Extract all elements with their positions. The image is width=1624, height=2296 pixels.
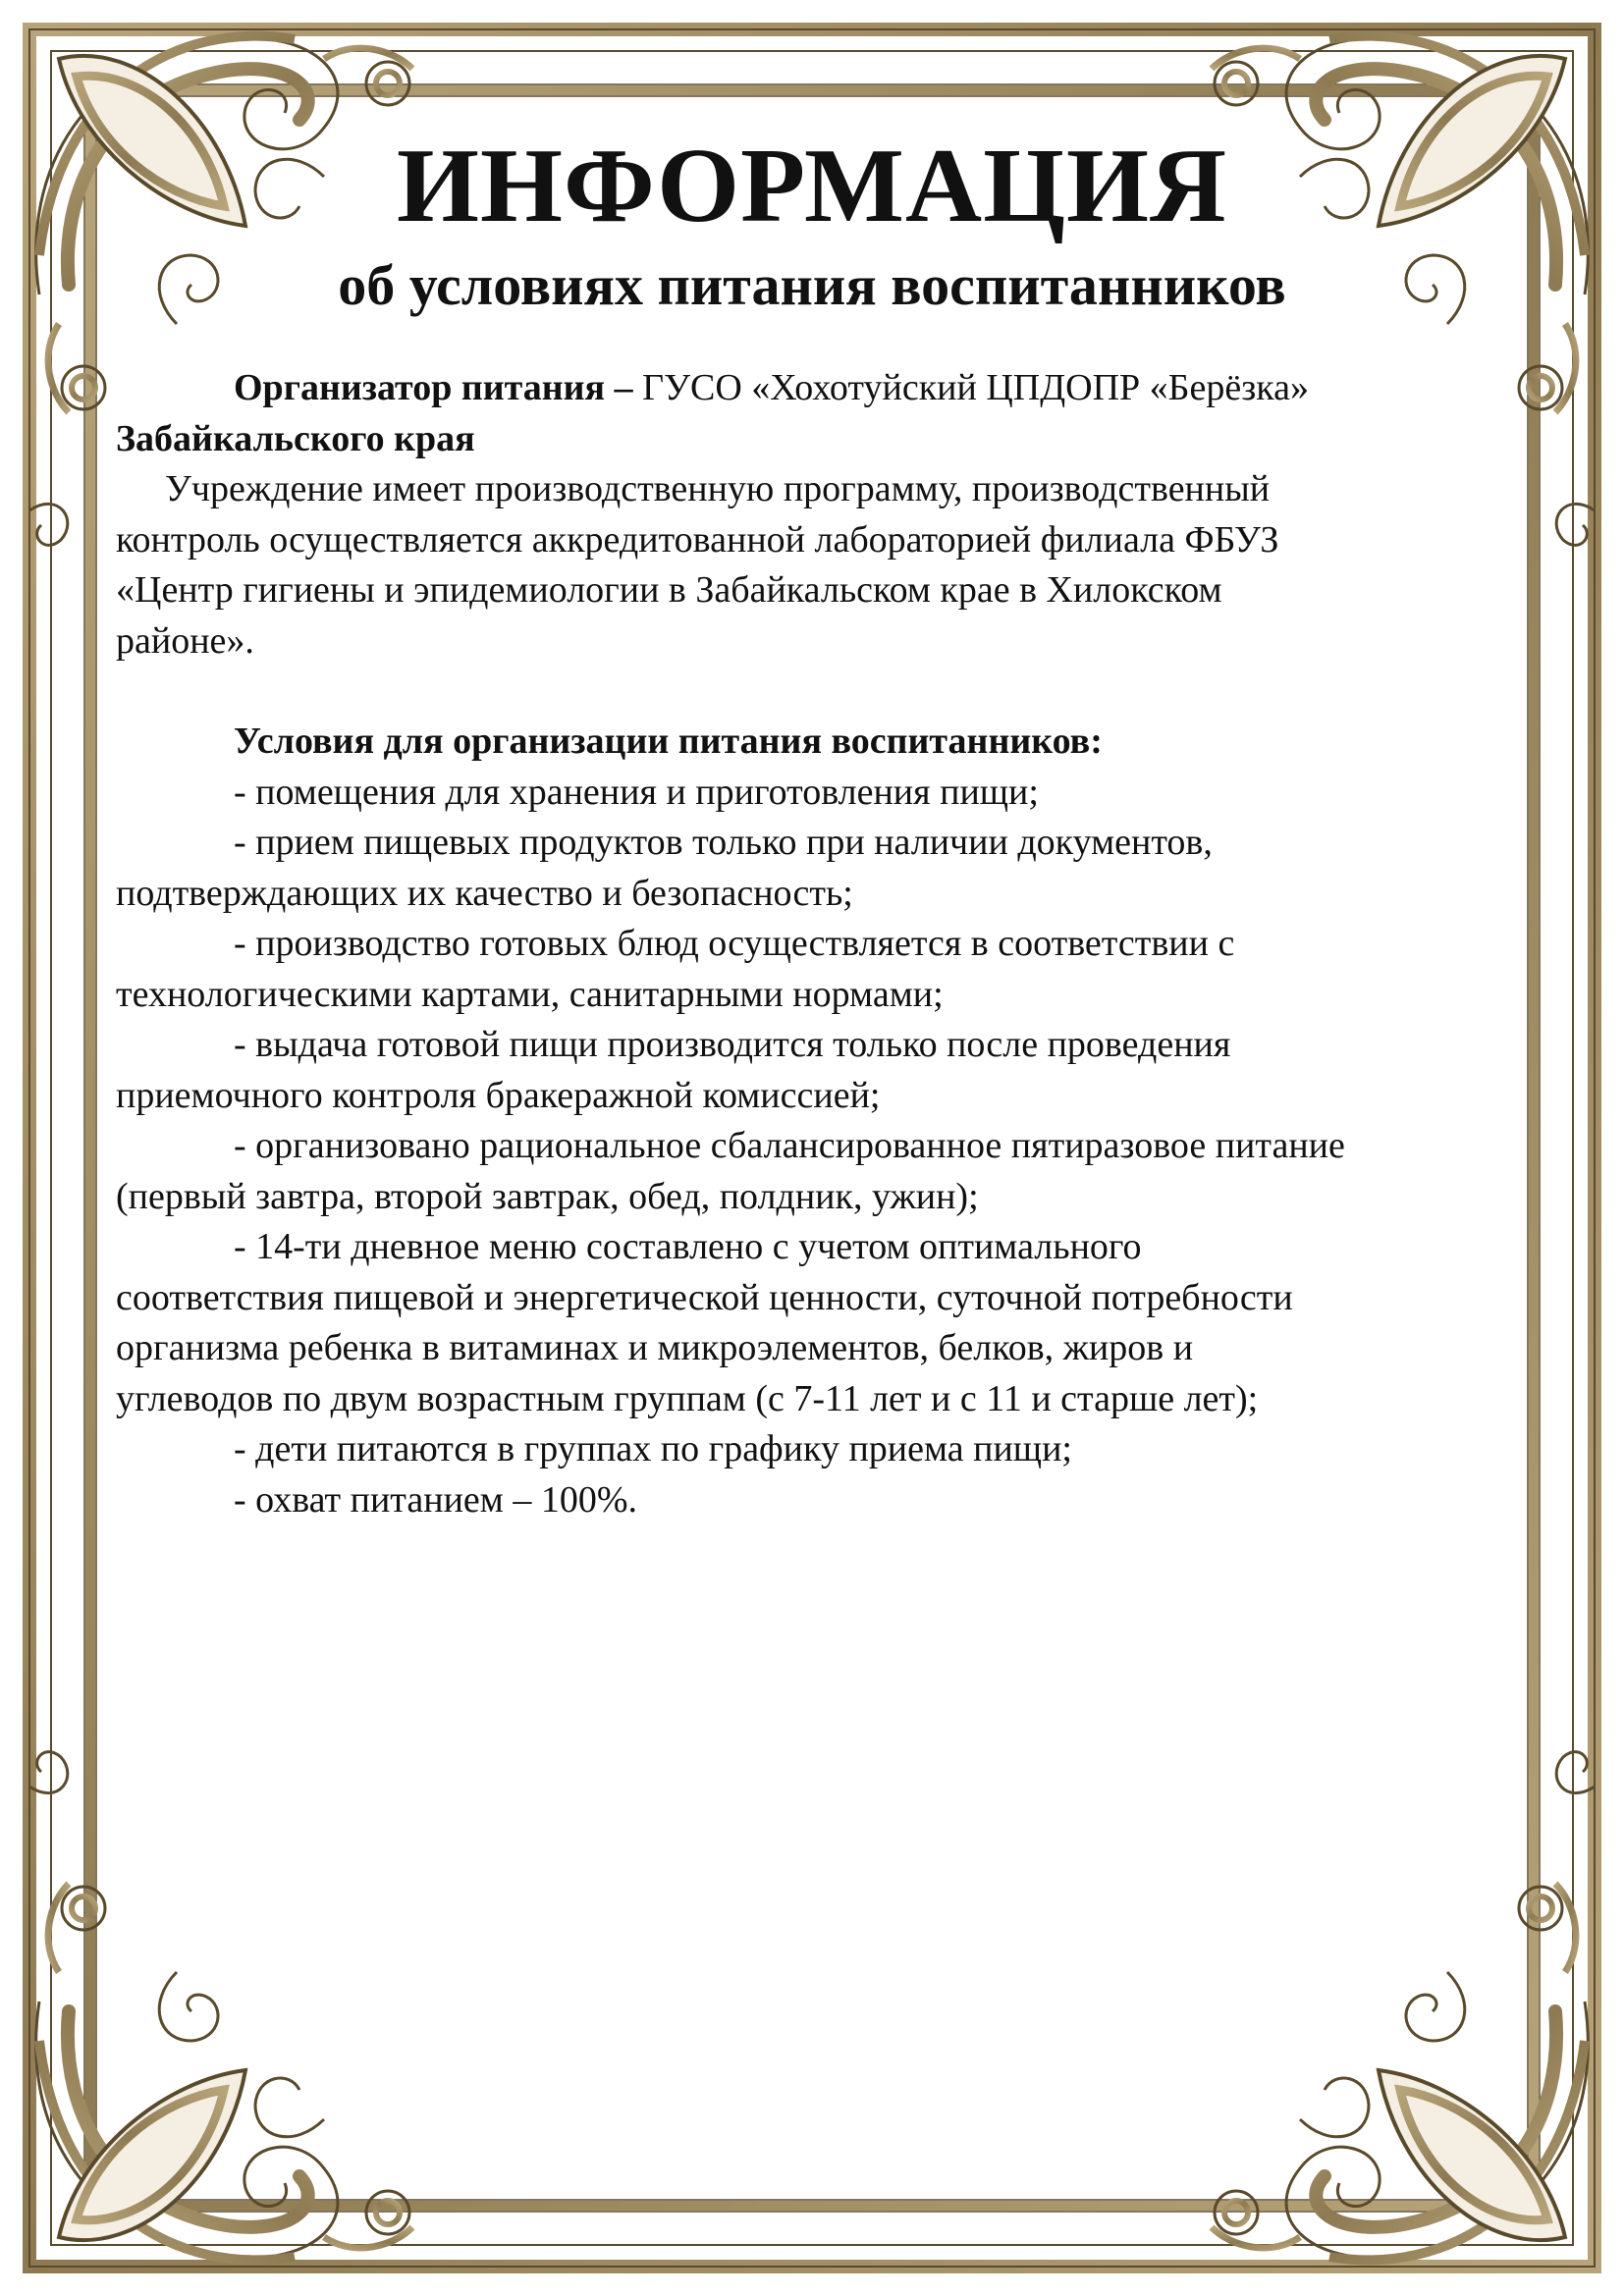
intro-line-1: Учреждение имеет производственную программу, производственный bbox=[165, 468, 1271, 509]
list-item: - производство готовых блюд осуществляется в соответствии с bbox=[234, 923, 1235, 964]
intro-line-3: «Центр гигиены и эпидемиологии в Забайкальском крае в Хилокском bbox=[116, 569, 1222, 611]
list-item-continuation: (первый завтра, второй завтрак, обед, полдник, ужин); bbox=[116, 1175, 979, 1217]
page-subtitle: об условиях питания воспитанников bbox=[338, 253, 1286, 317]
list-item-continuation: соответствия пищевой и энергетической ценности, суточной потребности bbox=[116, 1276, 1293, 1318]
list-item-continuation: технологическими картами, санитарными нормами; bbox=[116, 973, 944, 1015]
list-item: - помещения для хранения и приготовления пищи; bbox=[234, 771, 1039, 813]
list-item-continuation: приемочного контроля бракеражной комиссией; bbox=[116, 1074, 881, 1116]
intro-line-4: районе». bbox=[116, 619, 254, 662]
list-item: - выдача готовой пищи производится только после проведения bbox=[234, 1024, 1231, 1065]
list-item: - организовано рациональное сбалансированное пятиразовое питание bbox=[234, 1125, 1345, 1166]
organizer-region: Забайкальского края bbox=[116, 417, 475, 459]
conditions-heading: Условия для организации питания воспитанников: bbox=[234, 721, 1103, 762]
page-title: ИНФОРМАЦИЯ bbox=[397, 128, 1227, 244]
spacer bbox=[116, 667, 1557, 717]
organizer-line bbox=[116, 363, 1557, 414]
document-body bbox=[116, 363, 1557, 1525]
list-item-continuation: организма ребенка в витаминах и микроэлементов, белков, жиров и bbox=[116, 1327, 1194, 1368]
organizer-label: Организатор питания – bbox=[234, 367, 633, 408]
list-item: - 14-ти дневное меню составлено с учетом оптимального bbox=[234, 1226, 1142, 1267]
intro-line-2: контроль осуществляется аккредитованной лабораторией филиала ФБУЗ bbox=[116, 518, 1279, 561]
list-item: - охват питанием – 100%. bbox=[234, 1478, 637, 1521]
list-item-continuation: углеводов по двум возрастным группам (с 7-11 лет и с 11 и старше лет); bbox=[116, 1377, 1259, 1419]
organizer-name: ГУСО «Хохотуйский ЦПДОПР «Берёзка» bbox=[642, 367, 1309, 408]
list-item: - дети питаются в группах по графику приема пищи; bbox=[234, 1428, 1072, 1469]
list-item-continuation: подтверждающих их качество и безопасность; bbox=[116, 872, 853, 914]
list-item: - прием пищевых продуктов только при наличии документов, bbox=[234, 822, 1213, 863]
